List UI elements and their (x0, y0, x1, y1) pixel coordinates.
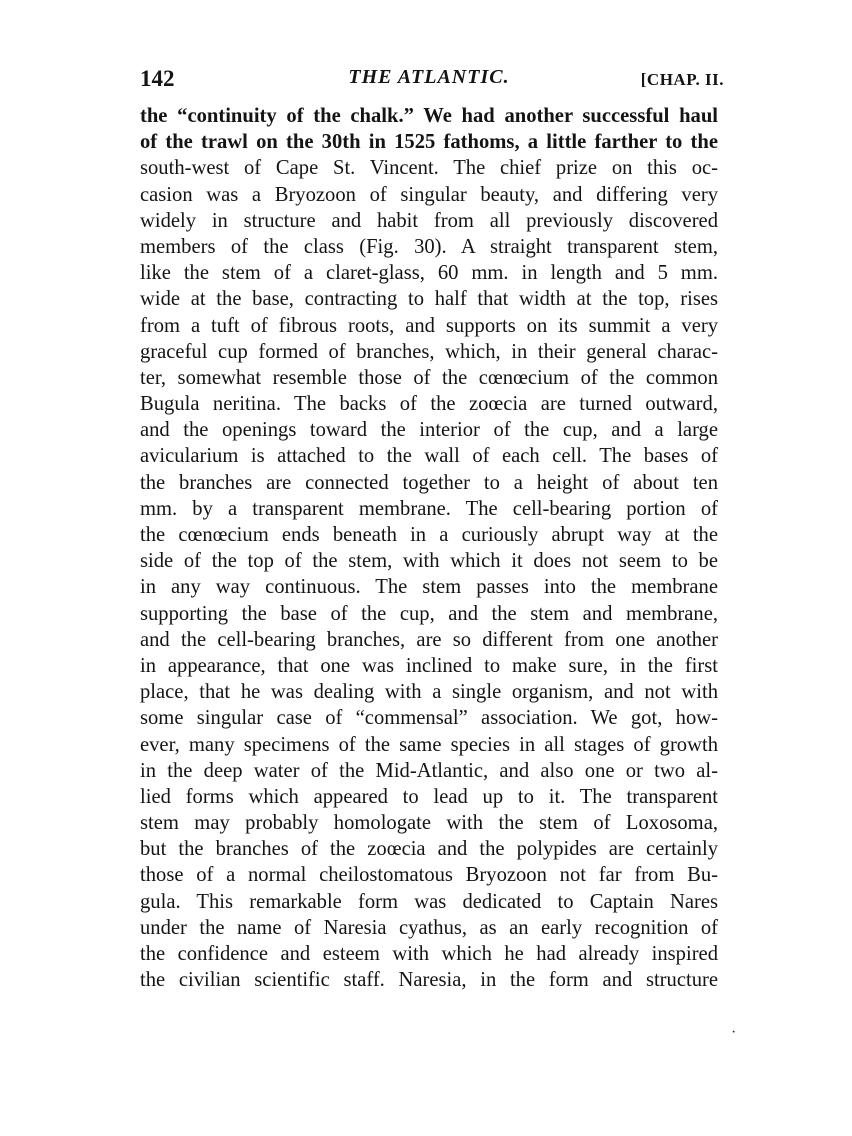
text-line: casion was a Bryozoon of singular beauty, and differing very (140, 183, 718, 206)
text-line: the branches are connected together to a height of about ten (140, 471, 718, 494)
text-line: widely in structure and habit from all previously discovered (140, 209, 718, 232)
running-head (140, 66, 724, 96)
text-line: in the deep water of the Mid-Atlantic, and also one or two al- (140, 759, 718, 782)
stray-ink-mark: · (731, 1024, 737, 1041)
text-line: some singular case of “commensal” association. We got, how- (140, 707, 718, 730)
text-line: but the branches of the zoœcia and the polypides are certainly (140, 838, 718, 861)
text-line: place, that he was dealing with a single organism, and not with (140, 681, 718, 704)
text-line: those of a normal cheilostomatous Bryozoon not far from Bu- (140, 864, 718, 887)
text-line: the confidence and esteem with which he had already inspired (140, 943, 718, 965)
text-line: gula. This remarkable form was dedicated to Captain Nares (140, 890, 718, 913)
text-line: the cœnœcium ends beneath in a curiously abrupt way at the (140, 524, 718, 546)
text-line: ter, somewhat resemble those of the cœnœcium of the common (140, 366, 718, 389)
text-line: stem may probably homologate with the stem of Loxosoma, (140, 812, 718, 835)
text-line: under the name of Naresia cyathus, as an early recognition of (140, 916, 718, 939)
text-line: members of the class (Fig. 30). A straight transparent stem, (140, 235, 718, 258)
text-line: side of the top of the stem, with which it does not seem to be (140, 550, 718, 573)
text-line: in appearance, that one was inclined to make sure, in the first (140, 654, 718, 677)
text-line: avicularium is attached to the wall of each cell. The bases of (140, 445, 718, 468)
text-line: and the openings toward the interior of the cup, and a large (140, 419, 718, 442)
text-line: like the stem of a claret-glass, 60 mm. in length and 5 mm. (140, 262, 718, 285)
text-line: lied forms which appeared to lead up to it. The transparent (140, 785, 718, 808)
text-line: wide at the base, contracting to half that width at the top, rises (140, 288, 718, 311)
text-line: mm. by a transparent membrane. The cell-bearing portion of (140, 497, 718, 520)
body-text (140, 103, 718, 993)
text-line: the civilian scientific staff. Naresia, in the form and structure (140, 969, 718, 992)
text-line: ever, many specimens of the same species in all stages of growth (140, 733, 718, 756)
text-line: graceful cup formed of branches, which, in their general charac- (140, 340, 718, 363)
text-line: south-west of Cape St. Vincent. The chief prize on this oc- (140, 157, 718, 180)
text-line: Bugula neritina. The backs of the zoœcia are turned outward, (140, 393, 718, 416)
text-line: of the trawl on the 30th in 1525 fathoms, a little farther to the (140, 131, 718, 154)
text-line: and the cell-bearing branches, are so different from one another (140, 628, 718, 651)
text-line: from a tuft of fibrous roots, and supports on its summit a very (140, 314, 718, 337)
running-title: THE ATLANTIC. (348, 66, 510, 88)
page-number: 142 (140, 66, 175, 91)
text-line: the “continuity of the chalk.” We had another successful haul (140, 105, 718, 127)
chapter-reference: [CHAP. II. (640, 70, 724, 89)
text-line: supporting the base of the cup, and the stem and membrane, (140, 602, 718, 625)
text-line: in any way continuous. The stem passes into the membrane (140, 576, 718, 599)
